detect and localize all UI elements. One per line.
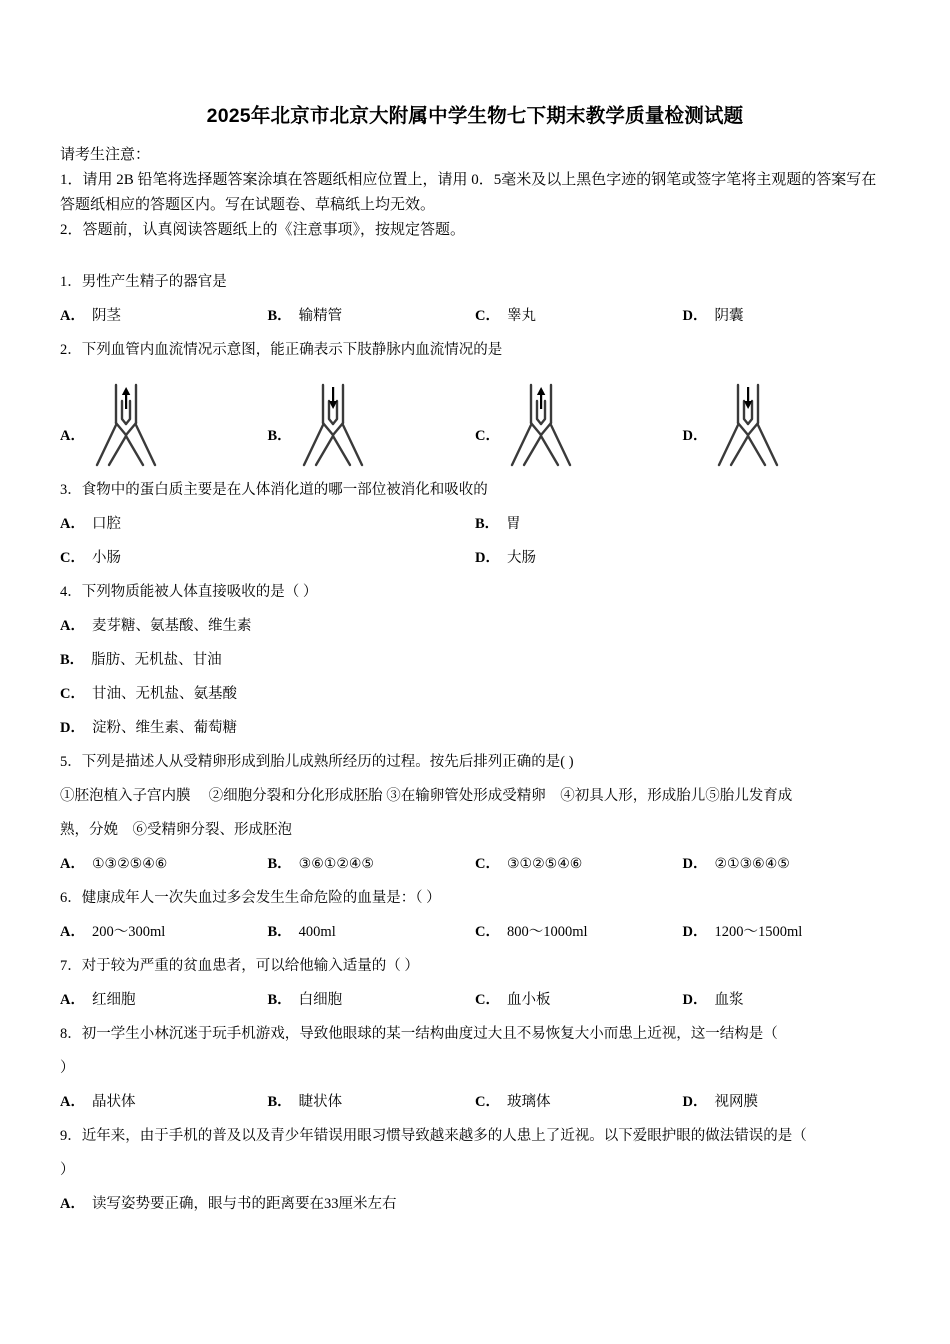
question-6-option-d[interactable]: [683, 915, 891, 949]
question-3-options-row-1: [60, 507, 890, 541]
question-4-option-c[interactable]: [60, 677, 890, 711]
option-text: 400ml: [298, 924, 336, 941]
option-text: 输精管: [298, 308, 343, 325]
question-1-option-d[interactable]: [683, 299, 891, 333]
question-6-option-a[interactable]: [60, 915, 268, 949]
question-5-options: [60, 847, 890, 881]
option-text: 胃: [506, 516, 521, 533]
question-9-option-a[interactable]: [60, 1187, 890, 1221]
question-8-option-d[interactable]: [683, 1085, 891, 1119]
option-label: A．: [60, 992, 85, 1009]
option-label: D．: [682, 427, 708, 444]
question-4-stem: 4．下列物质能被人体直接吸收的是（ ）: [60, 584, 318, 601]
question-8-option-a[interactable]: [60, 1085, 268, 1119]
question-3-option-d[interactable]: [475, 541, 890, 575]
option-label: B．: [267, 1094, 292, 1111]
question-2-stem: 2．下列血管内血流情况示意图，能正确表示下肢静脉内血流情况的是: [60, 342, 503, 359]
question-7-option-c[interactable]: [475, 983, 683, 1017]
option-label: B．: [475, 516, 500, 533]
option-text: 甘油、无机盐、氨基酸: [91, 686, 237, 703]
question-6-option-c[interactable]: [475, 915, 683, 949]
option-text: 小肠: [91, 550, 121, 567]
option-label: B．: [267, 308, 292, 325]
question-5-stem: 5．下列是描述人从受精卵形成到胎儿成熟所经历的过程。按先后排列正确的是( ): [60, 754, 574, 771]
option-label: C．: [475, 427, 500, 444]
option-label: A．: [60, 308, 85, 325]
option-label: C．: [60, 550, 85, 567]
option-text: 脂肪、无机盐、甘油: [91, 652, 222, 669]
question-2-option-c[interactable]: [475, 371, 683, 471]
option-text: 800～1000ml: [506, 924, 588, 941]
question-3-option-c[interactable]: [60, 541, 475, 575]
option-label: B．: [60, 652, 85, 669]
question-9: [60, 1119, 890, 1221]
question-2-option-b[interactable]: [268, 371, 476, 471]
option-label: C．: [60, 686, 85, 703]
question-1: [60, 265, 890, 333]
question-4: [60, 575, 890, 745]
question-3-options-row-2: [60, 541, 890, 575]
option-label: B．: [267, 924, 292, 941]
question-4-option-b[interactable]: [60, 643, 890, 677]
option-text: 睾丸: [506, 308, 536, 325]
question-9-stem-continuation: ）: [60, 1162, 75, 1179]
vein-valve-diagram-b: [298, 379, 368, 471]
notice-block: [60, 143, 890, 243]
question-5-option-b[interactable]: [268, 847, 476, 881]
vein-valve-diagram-c: [506, 379, 576, 471]
page-title: 2025年北京市北京大附属中学生物七下期末教学质量检测试题: [206, 105, 744, 127]
option-label: D．: [60, 720, 85, 737]
option-text: 1200～1500ml: [714, 924, 803, 941]
question-8: [60, 1017, 890, 1119]
option-label: B．: [267, 427, 292, 444]
question-7-option-b[interactable]: [268, 983, 476, 1017]
question-3-option-a[interactable]: [60, 507, 475, 541]
question-8-option-b[interactable]: [268, 1085, 476, 1119]
option-label: C．: [475, 856, 500, 873]
question-7-stem: 7．对于较为严重的贫血患者，可以给他输入适量的（ ）: [60, 958, 419, 975]
option-label: A．: [60, 1196, 85, 1213]
option-text: ③⑥①②④⑤: [298, 856, 374, 873]
question-1-options: [60, 299, 890, 333]
option-text: 口腔: [91, 516, 121, 533]
question-7: [60, 949, 890, 1017]
question-1-stem: 1．男性产生精子的器官是: [60, 274, 227, 291]
option-label: B．: [267, 992, 292, 1009]
question-3-option-b[interactable]: [475, 507, 890, 541]
question-5-option-d[interactable]: [683, 847, 891, 881]
option-label: D．: [475, 550, 500, 567]
option-label: C．: [475, 924, 500, 941]
option-label: D．: [682, 1094, 708, 1111]
question-1-option-a[interactable]: [60, 299, 268, 333]
question-5-option-a[interactable]: [60, 847, 268, 881]
option-text: 读写姿势要正确，眼与书的距离要在33厘米左右: [91, 1196, 397, 1213]
option-text: ②①③⑥④⑤: [714, 856, 790, 873]
question-7-option-d[interactable]: [683, 983, 891, 1017]
option-label: C．: [475, 1094, 500, 1111]
question-6-option-b[interactable]: [268, 915, 476, 949]
question-2-options: [60, 371, 890, 471]
vein-valve-diagram-d: [713, 379, 783, 471]
option-label: A．: [60, 856, 85, 873]
option-label: D．: [682, 924, 708, 941]
question-5-sequence-line-1: ①胚泡植入子宫内膜 ②细胞分裂和分化形成胚胎 ③在输卵管处形成受精卵 ④初具人形，形成胎儿⑤胎儿发育成: [60, 788, 793, 805]
option-label: A．: [60, 924, 85, 941]
question-2-option-d[interactable]: [683, 371, 891, 471]
option-label: B．: [267, 856, 292, 873]
notice-item-1: 1．请用 2B 铅笔将选择题答案涂填在答题纸相应位置上，请用 0．5毫米及以上黑色字迹的钢笔或签字笔将主观题的答案写在答题纸相应的答题区内。写在试题卷、草稿纸上均无效。: [60, 172, 877, 214]
notice-heading: 请考生注意：: [60, 147, 151, 164]
question-8-option-c[interactable]: [475, 1085, 683, 1119]
question-5: [60, 745, 890, 881]
question-8-stem: 8．初一学生小林沉迷于玩手机游戏，导致他眼球的某一结构曲度过大且不易恢复大小而患上近视，这一结构是（: [60, 1026, 778, 1043]
option-text: 血小板: [506, 992, 551, 1009]
option-text: 大肠: [506, 550, 536, 567]
question-7-option-a[interactable]: [60, 983, 268, 1017]
option-label: D．: [682, 992, 708, 1009]
option-label: A．: [60, 427, 85, 444]
option-text: ③①②⑤④⑥: [506, 856, 583, 873]
question-3: [60, 473, 890, 575]
option-text: 麦芽糖、氨基酸、维生素: [91, 618, 252, 635]
option-label: C．: [475, 308, 500, 325]
vein-valve-diagram-a: [91, 379, 161, 471]
option-text: 淀粉、维生素、葡萄糖: [91, 720, 237, 737]
question-2-option-a[interactable]: [60, 371, 268, 471]
question-3-stem: 3．食物中的蛋白质主要是在人体消化道的哪一部位被消化和吸收的: [60, 482, 488, 499]
notice-item-2: 2．答题前，认真阅读答题纸上的《注意事项》，按规定答题。: [60, 222, 466, 239]
option-text: 玻璃体: [506, 1094, 551, 1111]
option-text: 睫状体: [298, 1094, 343, 1111]
question-1-option-c[interactable]: [475, 299, 683, 333]
question-7-options: [60, 983, 890, 1017]
option-label: A．: [60, 516, 85, 533]
question-6: [60, 881, 890, 949]
option-text: 白细胞: [298, 992, 343, 1009]
option-text: 晶状体: [91, 1094, 136, 1111]
option-text: 血浆: [714, 992, 744, 1009]
option-label: C．: [475, 992, 500, 1009]
question-9-stem: 9．近年来，由于手机的普及以及青少年错误用眼习惯导致越来越多的人患上了近视。以下爱眼护眼的做法错误的是（: [60, 1128, 807, 1145]
question-5-option-c[interactable]: [475, 847, 683, 881]
option-text: 阴茎: [91, 308, 121, 325]
question-6-options: [60, 915, 890, 949]
option-text: 200～300ml: [91, 924, 166, 941]
option-text: ①③②⑤④⑥: [91, 856, 168, 873]
question-4-option-a[interactable]: [60, 609, 890, 643]
option-label: D．: [682, 856, 708, 873]
option-text: 红细胞: [91, 992, 136, 1009]
question-5-sequence-line-2: 熟，分娩 ⑥受精卵分裂、形成胚泡: [60, 822, 292, 839]
option-text: 视网膜: [714, 1094, 758, 1111]
question-8-options: [60, 1085, 890, 1119]
option-label: A．: [60, 618, 85, 635]
option-label: A．: [60, 1094, 85, 1111]
question-2: [60, 333, 890, 471]
question-6-stem: 6．健康成年人一次失血过多会发生生命危险的血量是：（ ）: [60, 890, 441, 907]
question-8-stem-continuation: ）: [60, 1060, 75, 1077]
question-list: [60, 265, 890, 1221]
question-1-option-b[interactable]: [268, 299, 476, 333]
option-text: 阴囊: [714, 308, 744, 325]
question-4-option-d[interactable]: [60, 711, 890, 745]
option-label: D．: [682, 308, 708, 325]
